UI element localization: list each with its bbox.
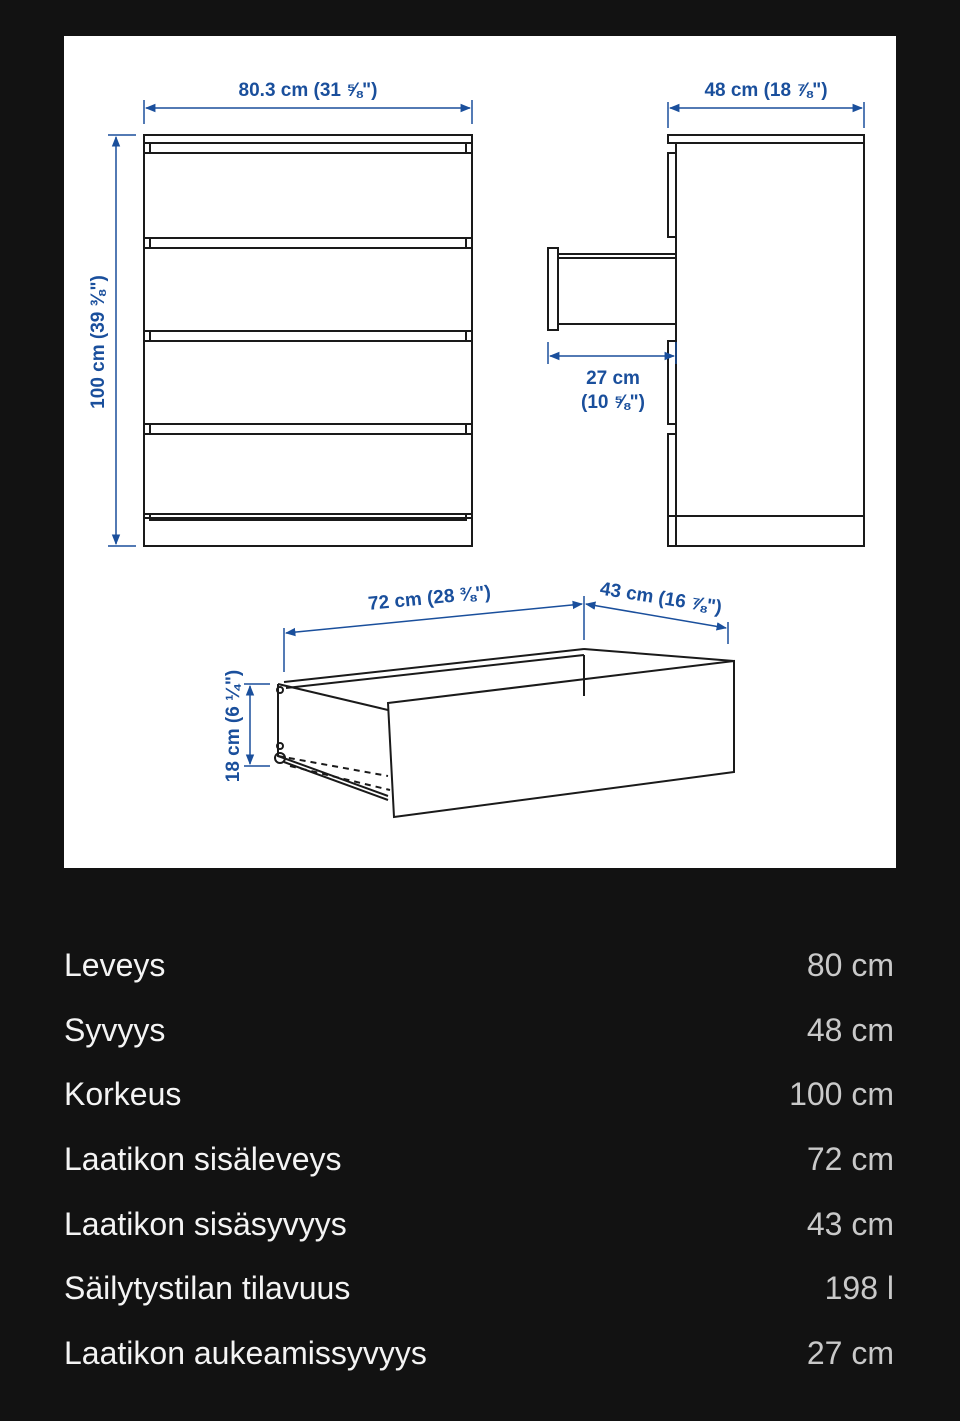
depth-label: 48 cm (18 ⅞") — [704, 80, 828, 101]
spec-label: Laatikon aukeamissyvyys — [64, 1334, 427, 1371]
spec-row-storage-volume — [64, 1256, 894, 1321]
drawer-depth-dimension — [586, 579, 728, 644]
front-drawer-4 — [144, 434, 472, 514]
spec-label: Syvyys — [64, 1011, 166, 1048]
spec-label: Laatikon sisäsyvyys — [64, 1205, 347, 1242]
spec-value: 80 cm — [806, 946, 894, 983]
drawer-width-label: 72 cm (28 ⅜") — [367, 582, 492, 615]
opening-depth-label-cm: 27 cm — [586, 368, 640, 389]
height-label: 100 cm (39 ⅜") — [88, 275, 109, 409]
side-depth-dimension — [668, 80, 864, 128]
spec-row-depth — [64, 998, 894, 1063]
spec-value: 27 cm — [806, 1334, 894, 1371]
opening-depth-label-in: (10 ⅝") — [581, 392, 645, 413]
dimensions-diagram-svg — [64, 36, 896, 868]
drawer-height-dimension — [223, 670, 270, 783]
spec-row-height — [64, 1062, 894, 1127]
spec-row-width — [64, 933, 894, 998]
front-drawer-3 — [144, 341, 472, 424]
drawer-height-label: 18 cm (6 ¼") — [223, 669, 244, 783]
spec-list — [64, 933, 894, 1386]
width-label: 80.3 cm (31 ⅝") — [238, 80, 378, 101]
front-drawer-2 — [144, 248, 472, 331]
spec-value: 48 cm — [806, 1011, 894, 1048]
spec-row-drawer-inner-width — [64, 1127, 894, 1192]
spec-value: 100 cm — [789, 1076, 894, 1113]
front-height-dimension — [88, 135, 136, 546]
drawer-width-dimension — [284, 582, 584, 672]
opening-depth-dimension — [548, 342, 676, 413]
side-view — [548, 135, 864, 546]
spec-label: Laatikon sisäleveys — [64, 1140, 342, 1177]
spec-value: 72 cm — [806, 1140, 894, 1177]
spec-value: 43 cm — [806, 1205, 894, 1242]
spec-label: Korkeus — [64, 1076, 182, 1113]
dimensions-diagram — [64, 36, 896, 868]
side-open-drawer-front — [548, 248, 558, 330]
spec-label: Leveys — [64, 946, 166, 983]
drawer-front-panel — [388, 661, 734, 817]
spec-value: 198 l — [824, 1270, 894, 1307]
spec-row-drawer-inner-depth — [64, 1192, 894, 1257]
spec-row-opening-depth — [64, 1321, 894, 1386]
drawer-iso-view — [275, 649, 734, 817]
front-width-dimension — [144, 80, 472, 124]
spec-label: Säilytystilan tilavuus — [64, 1270, 351, 1307]
front-view — [144, 135, 472, 546]
front-drawer-1 — [144, 153, 472, 238]
drawer-depth-label: 43 cm (16 ⅞") — [598, 578, 724, 619]
